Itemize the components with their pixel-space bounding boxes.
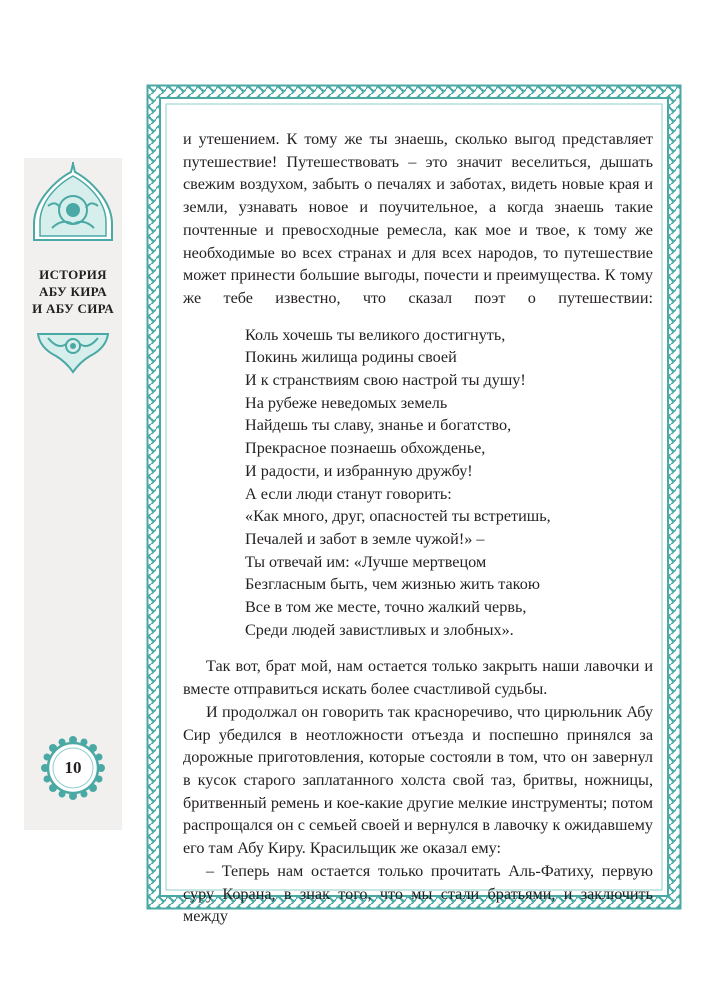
poem-line: Безгласным быть, чем жизнью жить такою (245, 575, 540, 594)
book-title (24, 266, 122, 317)
story-text (183, 128, 653, 928)
dome-ornament-icon (32, 162, 114, 242)
poem-line: Коль хочешь ты великого достигнуть, (245, 325, 506, 344)
poem-line: И к странствиям свою настрой ты душу! (245, 371, 526, 390)
poem (245, 324, 653, 642)
book-title-line: И АБУ СИРА (32, 301, 114, 316)
poem-line: Все в том же месте, точно жалкий червь, (245, 598, 527, 617)
poem-line: Найдешь ты славу, знанье и богатство, (245, 416, 512, 435)
paragraph: Так вот, брат мой, нам остается только закрыть наши лавочки и вместе отправиться искать более счастливой судьбы. (183, 657, 653, 699)
paragraph: И продолжал он говорить так красноречиво, что цирюльник Абу Сир убедился в неотложности отъезда и поспешно принялся за дорожные приготовления, которые состояли в том, что он завернул в кусок старого заплатанного холста свой таз, бритвы, ножницы, бритвенный ремень и кое-какие другие мелкие инструменты; потом распрощался он с семьей своей и вернулся в лавочку к ожидавшему его там Абу Киру. Красильщик же оказал ему: (183, 702, 653, 858)
paragraph: и утешением. К тому же ты знаешь, сколько выгод представляет путешествие! Путешествовать – это значит веселиться, дышать свежим воздухом, забыть о печалях и заботах, видеть новые края и земли, узнавать новое и поучительное, а когда знаешь такие почтенные и превосходные ремесла, как мое и твое, к тому же необходимые во всех странах и для всех народов, то путешествие может принести большие выгоды, почести и преимущества. К тому же тебе известно, что сказал поэт о путешествии: (183, 130, 653, 307)
book-title-line: АБУ КИРА (39, 284, 107, 299)
poem-line: «Как много, друг, опасностей ты встретишь, (245, 507, 551, 526)
page-number: 10 (64, 758, 82, 777)
book-title-line: ИСТОРИЯ (39, 267, 107, 282)
poem-line: Ты отвечай им: «Лучше мертвецом (245, 552, 487, 571)
pendant-ornament-icon (36, 330, 110, 374)
poem-line: На рубеже неведомых земель (245, 393, 448, 412)
paragraph: – Теперь нам остается только прочитать Аль-Фатиху, первую суру Корана, в знак того, что мы стали братьями, и заключить между (183, 861, 653, 926)
poem-line: Среди людей завистливых и злобных». (245, 620, 514, 639)
poem-line: Покинь жилища родины своей (245, 348, 457, 367)
poem-line: А если люди станут говорить: (245, 484, 452, 503)
poem-line: Прекрасное познаешь обхожденье, (245, 439, 486, 458)
side-panel (24, 158, 122, 830)
poem-line: И радости, и избранную дружбу! (245, 461, 473, 480)
poem-line: Печалей и забот в земле чужой!» – (245, 529, 485, 548)
